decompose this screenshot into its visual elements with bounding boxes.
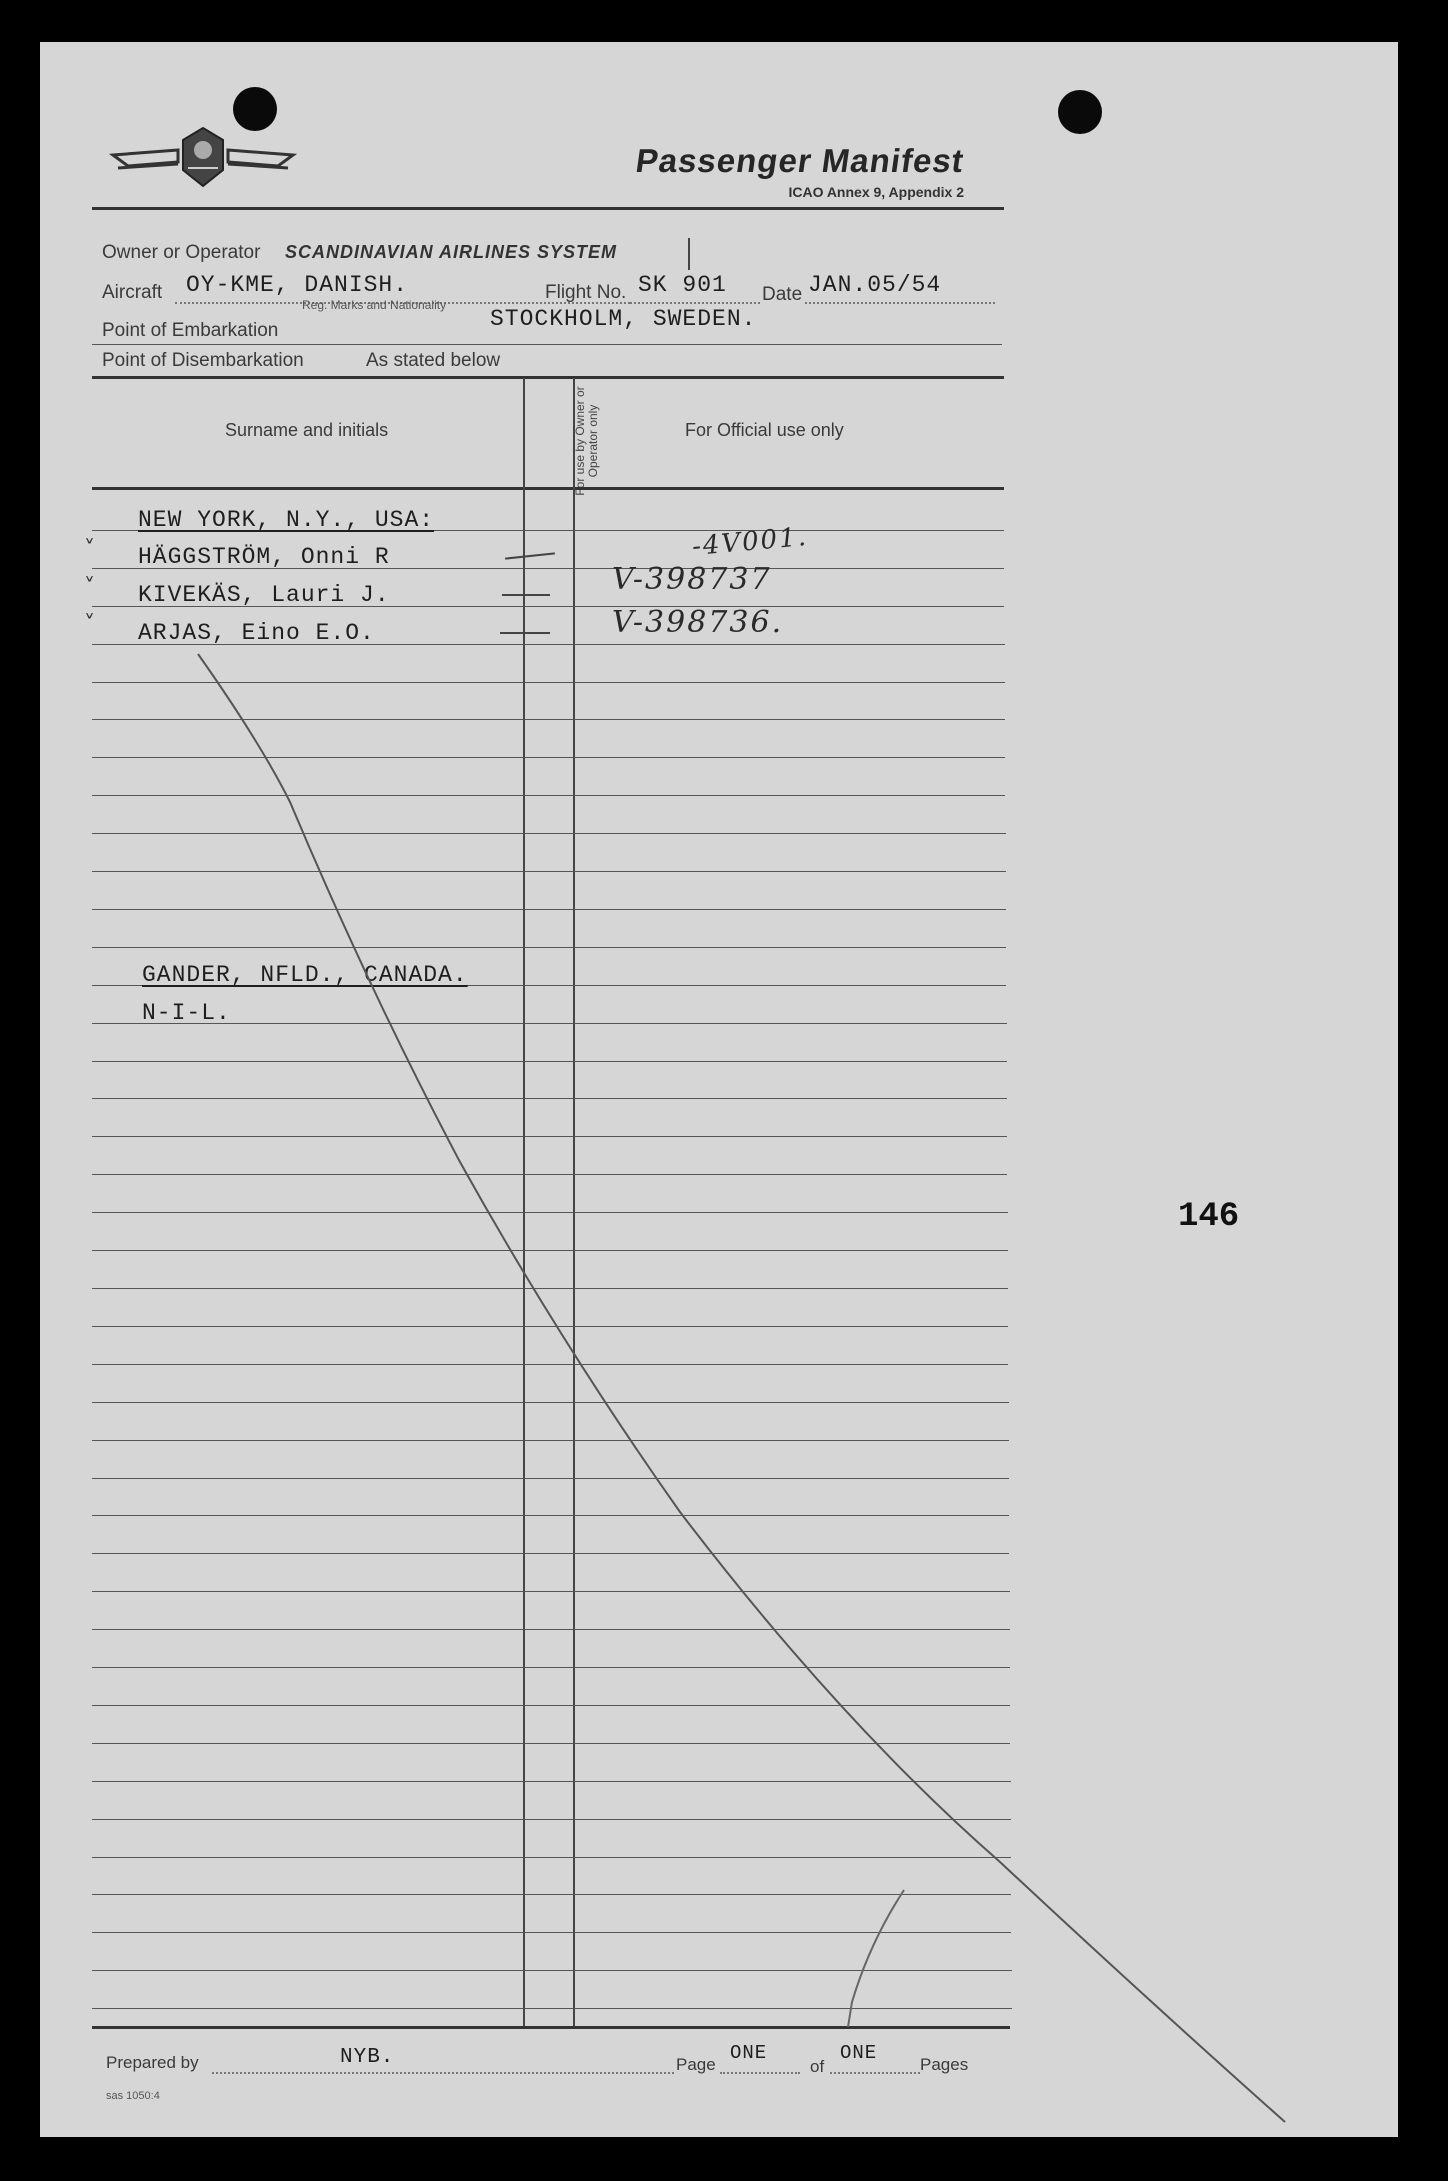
aircraft-value: OY-KME, DANISH. [186,272,409,298]
prepared-by-value: NYB. [340,2046,395,2069]
disembarkation-label: Point of Disembarkation [102,350,304,371]
owner-label: Owner or Operator [102,242,261,263]
stamp-number: 146 [1178,1198,1240,1236]
col-official-header: For Official use only [685,420,844,440]
date-label: Date [762,284,803,305]
date-value: JAN.05/54 [808,272,942,298]
as-stated-label: As stated below [366,350,501,371]
of-pages-value: ONE [840,2042,878,2064]
check-mark-1: ˅ [84,537,95,562]
official-entry-2: V-398737 [612,562,772,597]
embarkation-value: STOCKHOLM, SWEDEN. [490,306,757,332]
col-owner-use-header: For use by Owner or Operator only [573,386,600,496]
diagonal-strike-line [40,42,1398,2137]
official-entry-3: V-398736. [612,605,784,640]
flight-no-label: Flight No. [545,282,627,303]
owner-value: SCANDINAVIAN AIRLINES SYSTEM [285,242,618,262]
official-entry-1: -4V001. [690,522,810,562]
manifest-page [40,42,1398,2137]
page-label: Page [676,2055,716,2074]
passenger-name-2: KIVEKÄS, Lauri J. [138,582,390,608]
of-label: of [810,2057,825,2076]
form-reference: ICAO Annex 9, Appendix 2 [788,184,964,200]
page-value: ONE [730,2042,768,2064]
check-mark-2: ˅ [84,575,95,600]
flight-no-value: SK 901 [638,272,727,298]
destination-gander: GANDER, NFLD., CANADA. [142,962,468,988]
embarkation-label: Point of Embarkation [102,320,279,341]
aircraft-label: Aircraft [102,282,163,303]
check-mark-3: ˅ [84,612,95,637]
destination-new-york: NEW YORK, N.Y., USA: [138,507,435,533]
passenger-name-3: ARJAS, Eino E.O. [138,620,375,646]
reg-marks-caption: Reg. Marks and Nationality [302,298,447,312]
passenger-name-1: HÄGGSTRÖM, Onni R [138,544,390,570]
gander-entry: N-I-L. [142,1000,231,1026]
col-surname-header: Surname and initials [225,420,389,440]
form-title: Passenger Manifest [633,142,967,179]
form-number: sas 1050:4 [106,2090,160,2102]
prepared-by-label: Prepared by [106,2053,199,2072]
pages-label: Pages [920,2055,969,2074]
